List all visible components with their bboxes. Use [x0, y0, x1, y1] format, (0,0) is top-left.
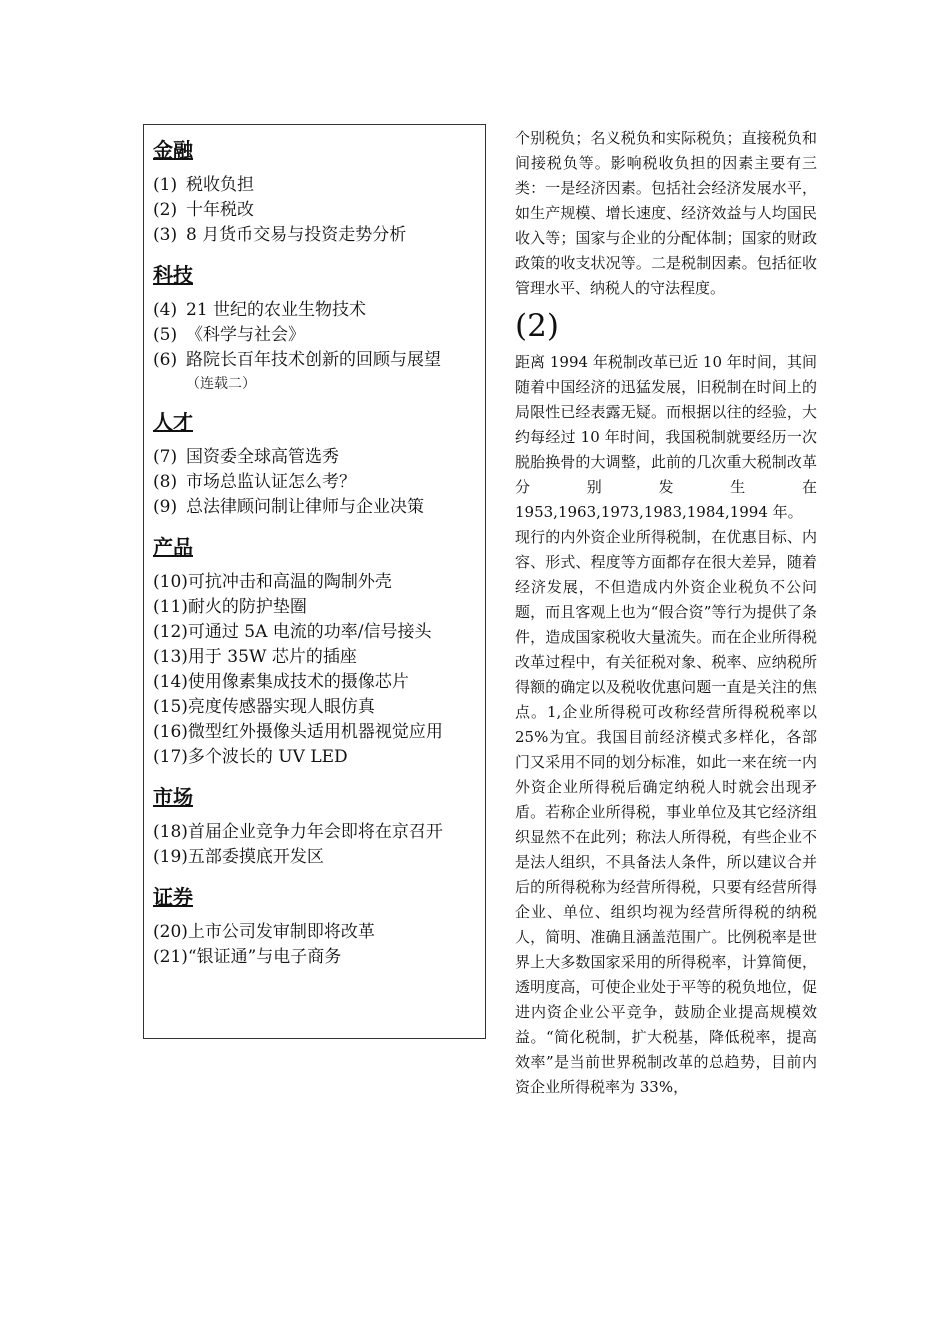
toc-item-title: “银证通”与电子商务: [187, 947, 342, 967]
toc-item-number: (11): [153, 597, 188, 617]
toc-item[interactable]: [153, 445, 485, 470]
article-intro-paragraph: 个别税负；名义税负和实际税负；直接税负和间接税负等。影响税收负担的因素主要有三类：一是经济因素。包括社会经济发展水平，如生产规模、增长速度、经济效益与人均国民收入等；国家与企业的分配体制；国家的财政政策的收支状况等。二是税制因素。包括征收管理水平、纳税人的守法程度。: [515, 129, 817, 297]
toc-item-number: (14): [153, 672, 188, 692]
toc-item-number: (1): [153, 175, 178, 195]
toc-item[interactable]: [153, 920, 485, 945]
toc-item[interactable]: [153, 670, 485, 695]
article-paragraph: 现行的内外资企业所得税制，在优惠目标、内容、形式、程度等方面都存在很大差异，随着经济发展，不但造成内外资企业税负不公问题，而且客观上也为“假合资”等行为提供了条件，造成国家税收大量流失。而在企业所得税改革过程中，有关征税对象、税率、应纳税所得额的确定以及税收优惠问题一直是关注的焦点。1,企业所得税可改称经营所得税税率以 25%为宜。我国目前经济模式多样化，各部门又采用不同的划分标准，如此一来在统一内外资企业所得税后确定纳税人时就会出现矛盾。若称企业所得税，事业单位及其它经济组织显然不在此列；称法人所得税，有些企业不是法人组织，不具备法人条件，所以建议合并后的所得税称为经营所得税，只要有经营所得企业、单位、组织均视为经营所得税的纳税人，简明、准确且涵盖范围广。比例税率是世界上大多数国家采用的所得税率，计算简便，透明度高，可使企业处于平等的税负地位，促进内资企业公平竞争，鼓励企业提高规模效益。“简化税制，扩大税基，降低税率，提高效率”是当前世界税制改革的总趋势，目前内资企业所得税率为 33%，: [515, 528, 817, 1096]
toc-item-number: (3): [153, 225, 178, 245]
toc-item-subtitle: （连载二）: [186, 376, 256, 392]
toc-item[interactable]: [153, 645, 485, 670]
toc-item-title: 耐火的防护垫圈: [187, 597, 307, 617]
toc-item-number: (9): [153, 497, 178, 517]
toc-item-number: (18): [153, 822, 188, 842]
toc-item-title: 用于 35W 芯片的插座: [187, 647, 357, 667]
toc-item[interactable]: [153, 223, 485, 248]
article-column: [515, 126, 817, 1100]
toc-item[interactable]: [153, 173, 485, 198]
toc-item[interactable]: [153, 595, 485, 620]
toc-item-title: 使用像素集成技术的摄像芯片: [187, 672, 409, 692]
toc-item[interactable]: [153, 745, 485, 770]
toc-item-title: 亮度传感器实现人眼仿真: [187, 697, 375, 717]
toc-item-number: (13): [153, 647, 188, 667]
toc-item-number: (16): [153, 722, 188, 742]
toc-item[interactable]: [153, 820, 485, 845]
toc-item[interactable]: [153, 323, 485, 348]
toc-item-number: (5): [153, 325, 178, 345]
toc-section-securities: [153, 884, 485, 970]
toc-section-products: [153, 534, 485, 770]
toc-heading[interactable]: 金融: [153, 138, 193, 162]
toc-item[interactable]: [153, 720, 485, 745]
toc-item-number: (19): [153, 847, 188, 867]
toc-item-title: 税收负担: [186, 175, 254, 195]
toc-item-title: 上市公司发审制即将改革: [187, 922, 375, 942]
article-section-number: (2): [515, 308, 559, 344]
toc-item-number: (7): [153, 447, 178, 467]
toc-item-title: 8 月货币交易与投资走势分析: [186, 225, 407, 245]
toc-item-title: 国资委全球高管选秀: [186, 447, 339, 467]
toc-item-number: (17): [153, 747, 188, 767]
toc-item-number: (12): [153, 622, 188, 642]
toc-item-title: 路院长百年技术创新的回顾与展望: [186, 350, 441, 370]
toc-item[interactable]: [153, 470, 485, 495]
toc-item-number: (2): [153, 200, 178, 220]
toc-item-title: 五部委摸底开发区: [187, 847, 324, 867]
toc-item-number: (20): [153, 922, 188, 942]
toc-item-number: (15): [153, 697, 188, 717]
toc-item[interactable]: [153, 348, 485, 373]
toc-section-market: [153, 784, 485, 870]
toc-section-talent: [153, 409, 485, 520]
toc-item[interactable]: [153, 845, 485, 870]
toc-item[interactable]: [153, 620, 485, 645]
toc-item[interactable]: [153, 298, 485, 323]
toc-section-technology: [153, 262, 485, 395]
toc-item[interactable]: [153, 495, 485, 520]
toc-item-title: 可通过 5A 电流的功率/信号接头: [187, 622, 432, 642]
toc-item-number: (8): [153, 472, 178, 492]
article-paragraph: 距离 1994 年税制改革已近 10 年时间，其间随着中国经济的迅猛发展，旧税制在时间上的局限性已经表露无疑。而根据以往的经验，大约每经过 10 年时间，我国税制就要经历一次脱胎换骨的大调整，此前的几次重大税制改革分别发生在 1953,1963,1973,1983,1984,1994 年。: [515, 353, 817, 521]
toc-item[interactable]: [153, 695, 485, 720]
toc-item-title: 十年税改: [186, 200, 254, 220]
toc-heading[interactable]: 产品: [153, 535, 193, 559]
toc-item-title: 总法律顾问制让律师与企业决策: [186, 497, 424, 517]
toc-item[interactable]: [153, 570, 485, 595]
toc-item[interactable]: [153, 198, 485, 223]
toc-heading[interactable]: 科技: [153, 263, 193, 287]
toc-section-finance: [153, 137, 485, 248]
toc-item-number: (6): [153, 350, 178, 370]
toc-item-number: (21): [153, 947, 188, 967]
toc-item-number: (10): [153, 572, 188, 592]
toc-heading[interactable]: 市场: [153, 785, 193, 809]
toc-heading[interactable]: 人才: [153, 410, 193, 434]
toc-item-title: 可抗冲击和高温的陶制外壳: [187, 572, 392, 592]
toc-heading[interactable]: 证券: [153, 885, 193, 909]
toc-item-title: 21 世纪的农业生物技术: [186, 300, 367, 320]
toc-item-title: 微型红外摄像头适用机器视觉应用: [187, 722, 443, 742]
toc-item-title: 《科学与社会》: [186, 325, 305, 345]
toc-item-title: 首届企业竞争力年会即将在京召开: [187, 822, 443, 842]
table-of-contents: [143, 124, 486, 1039]
toc-item-number: (4): [153, 300, 178, 320]
toc-item-title: 多个波长的 UV LED: [187, 747, 348, 767]
toc-item[interactable]: [153, 945, 485, 970]
toc-item-title: 市场总监认证怎么考？: [186, 472, 356, 492]
